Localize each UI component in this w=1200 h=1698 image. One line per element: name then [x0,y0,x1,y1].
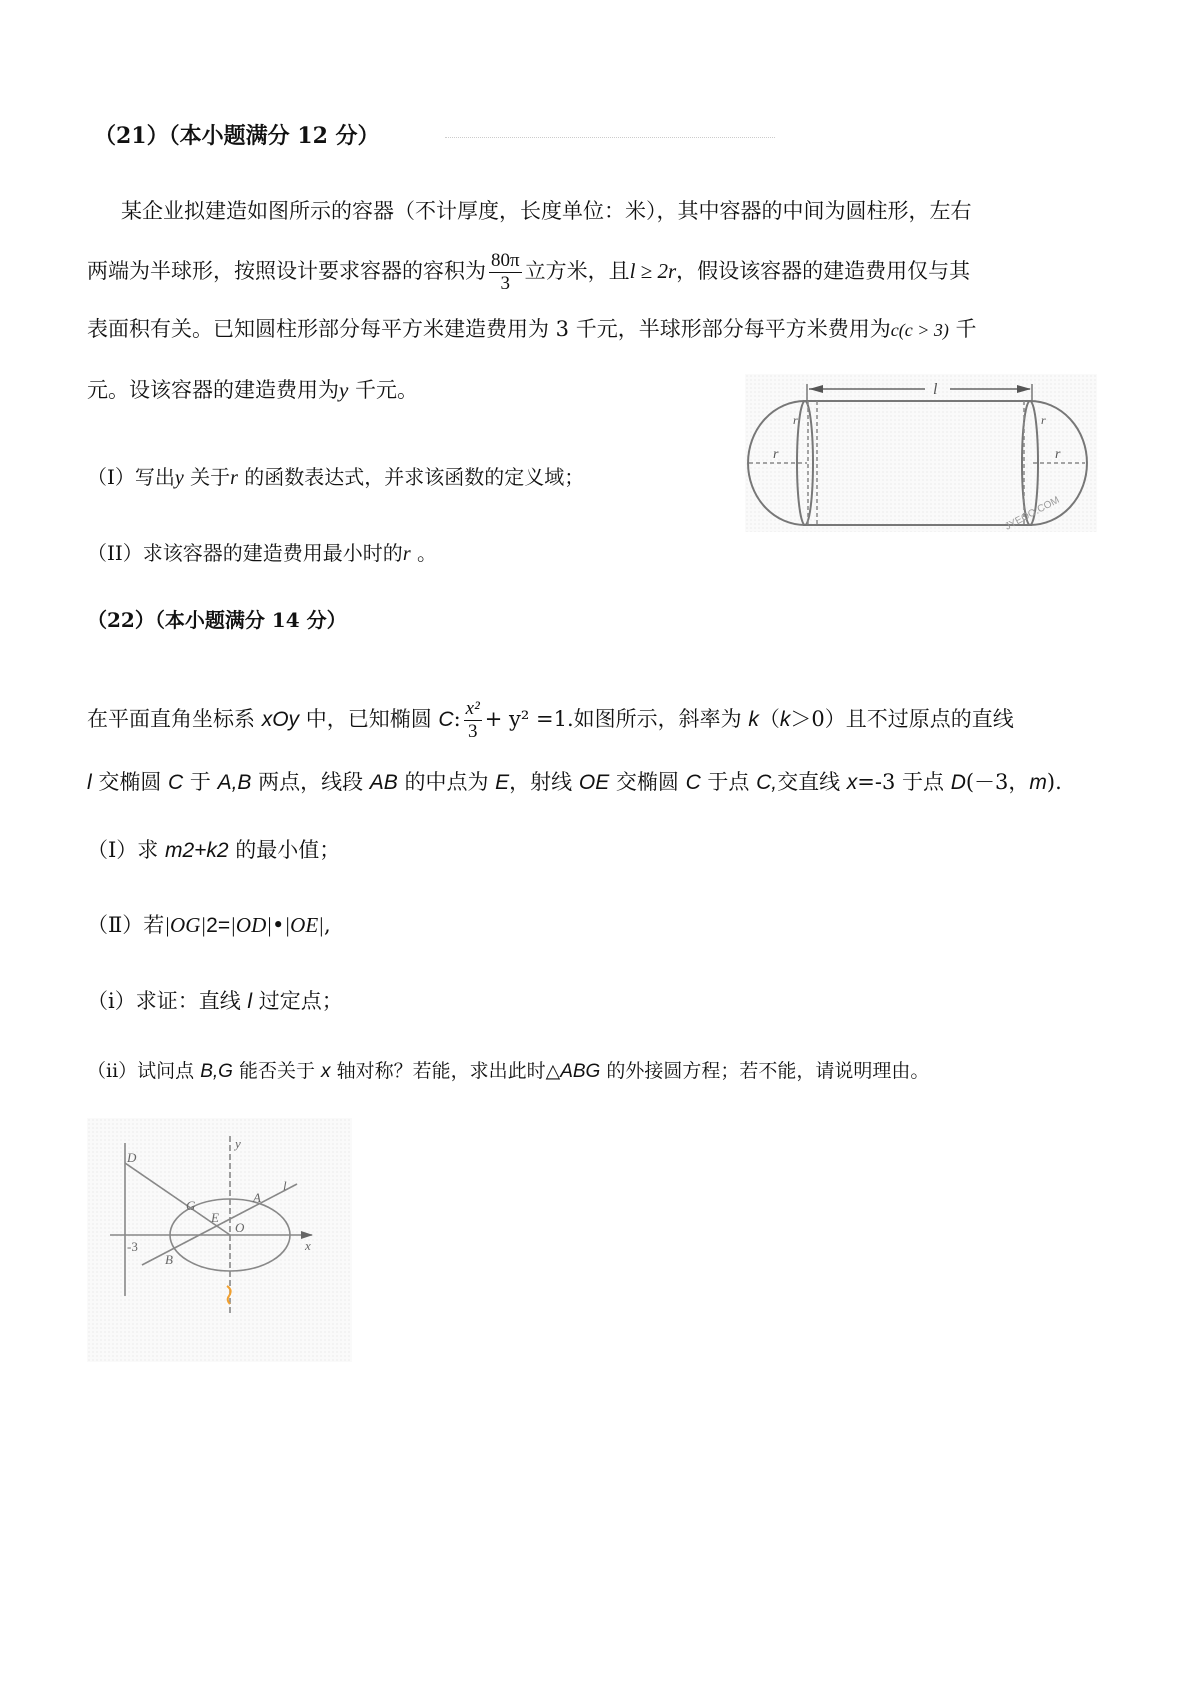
math: x [846,771,858,794]
label-E: E [211,1210,219,1225]
text: 表面积有关。已知圆柱形部分每平方米建造费用为 3 千元，半球形部分每平方米费用为 [87,317,891,341]
math: x [321,1061,331,1082]
text: （Ⅱ）若 [87,913,165,937]
math: OE [578,771,610,794]
text: 的函数表达式，并求该函数的定义域； [237,465,585,489]
text: 在平面直角坐标系 [87,707,262,731]
math: E [495,771,510,794]
text: 轴对称？若能，求出此时△ [330,1060,561,1082]
math: xOy [261,708,300,731]
math: k [779,708,791,731]
math: C [685,771,701,794]
text: 2= [206,914,231,937]
label-O: O [235,1220,245,1235]
label-l: l [283,1178,287,1193]
text: 的中点为 [397,770,496,794]
q22-heading: （22）（本小题满分 14 分） [87,608,347,632]
denominator: 3 [500,273,511,294]
math: A,B [217,771,252,794]
container-figure [745,374,1097,532]
q22-part2 [87,910,331,941]
math: m2+k2 [164,839,229,862]
math: C [438,708,454,731]
math: |OG| [164,913,207,937]
q22-part2-i [87,986,343,1017]
q21-para-line1 [121,196,972,226]
text: (－3， [965,770,1030,794]
math: l ≥ 2r [629,259,677,283]
text: 交椭圆 [91,770,169,794]
ellipse-fraction [464,698,482,743]
arrow-right-icon [1017,385,1031,393]
math: D [950,771,966,794]
label-A: A [253,1190,261,1205]
text: 立方米，且 [524,259,630,283]
math: k [748,708,759,731]
math: C [168,771,184,794]
text: 两端为半球形，按照设计要求容器的容积为 [87,259,486,283]
text: ). [1046,770,1062,794]
text: ＞0）且不过原点的直线 [790,707,1014,731]
math: C, [756,771,778,794]
text: ，假设该容器的建造费用仅与其 [676,259,971,283]
watermark: JYEOO.COM [1003,494,1062,532]
text: （ii）试问点 [87,1060,201,1082]
text: ，射线 [509,770,579,794]
label-B: B [165,1252,173,1267]
math: |OE| [284,913,324,937]
text: 关于 [183,465,231,489]
text: • [272,913,285,937]
numerator: 80π [491,250,520,271]
text: 过定点； [252,989,343,1013]
q21-para-line2 [87,250,970,295]
ellipse-figure [87,1118,352,1362]
label-D: D [127,1150,137,1165]
label-r-right: r [1055,447,1061,462]
text: 的外接圆方程；若不能，请说明理由。 [600,1060,930,1082]
text: 于 [183,770,218,794]
text: 元。设该容器的建造费用为 [87,378,339,402]
text: 的最小值； [228,838,341,862]
arrow-left-icon [809,385,823,393]
q22-part1 [87,835,340,866]
text: : [453,707,461,731]
label-x: x [305,1238,311,1253]
text: 某企业拟建造如图所示的容器（不计厚度，长度单位：米），其中容器的中间为圆柱形，左右 [121,199,972,223]
text: 千元。 [348,378,419,402]
math: l [87,771,92,794]
label-r-left: r [773,447,779,462]
text: （Ⅰ）求 [87,838,165,862]
volume-fraction [489,250,522,295]
text: 交椭圆 [609,770,686,794]
math: r [230,467,238,489]
math: B,G [200,1061,233,1082]
numerator: x² [465,698,480,719]
text: （i）求证：直线 [87,989,248,1013]
text: 千 [948,317,977,341]
q22-part2-ii [87,1056,929,1087]
math: y [174,467,184,489]
text: =-3 于点 [857,770,951,794]
q21-sub2 [87,538,437,569]
text: , [323,913,331,937]
label-r-right-vert: r [1041,413,1046,427]
math: c(c > 3) [890,320,949,340]
text: 中，已知椭圆 [299,707,439,731]
text: （II）求该容器的建造费用最小时的 [87,541,403,565]
q22-line1 [87,698,1014,743]
label-r-left-vert: r [793,413,798,427]
ellipse-diagram [87,1118,352,1362]
container-diagram [745,374,1097,532]
label-neg3: -3 [127,1239,138,1254]
label-G: G [186,1198,196,1213]
math: l [247,990,253,1013]
math: AB [369,771,398,794]
math: m [1029,771,1047,794]
denominator: 3 [467,721,478,742]
text: + y² =1.如图所示，斜率为 [484,707,749,731]
text: 交直线 [777,770,847,794]
label-l: l [933,381,938,398]
text: 能否关于 [232,1060,322,1082]
text: （ [758,707,780,731]
math: r [402,543,411,565]
text: 。 [410,541,437,565]
text: （I）写出 [87,465,175,489]
text: 于点 [700,770,757,794]
q22-line2 [87,767,1062,798]
math: |OD| [230,913,273,937]
label-y: y [235,1136,241,1151]
math: ABG [560,1061,601,1082]
q21-heading: （21）（本小题满分 12 分） [94,123,380,149]
q21-para-line3 [87,314,977,345]
math: y [339,378,349,402]
q21-sub1 [87,462,584,493]
heading-dotted-line [445,137,775,138]
q21-para-line4 [87,375,418,405]
text: 两点，线段 [251,770,370,794]
